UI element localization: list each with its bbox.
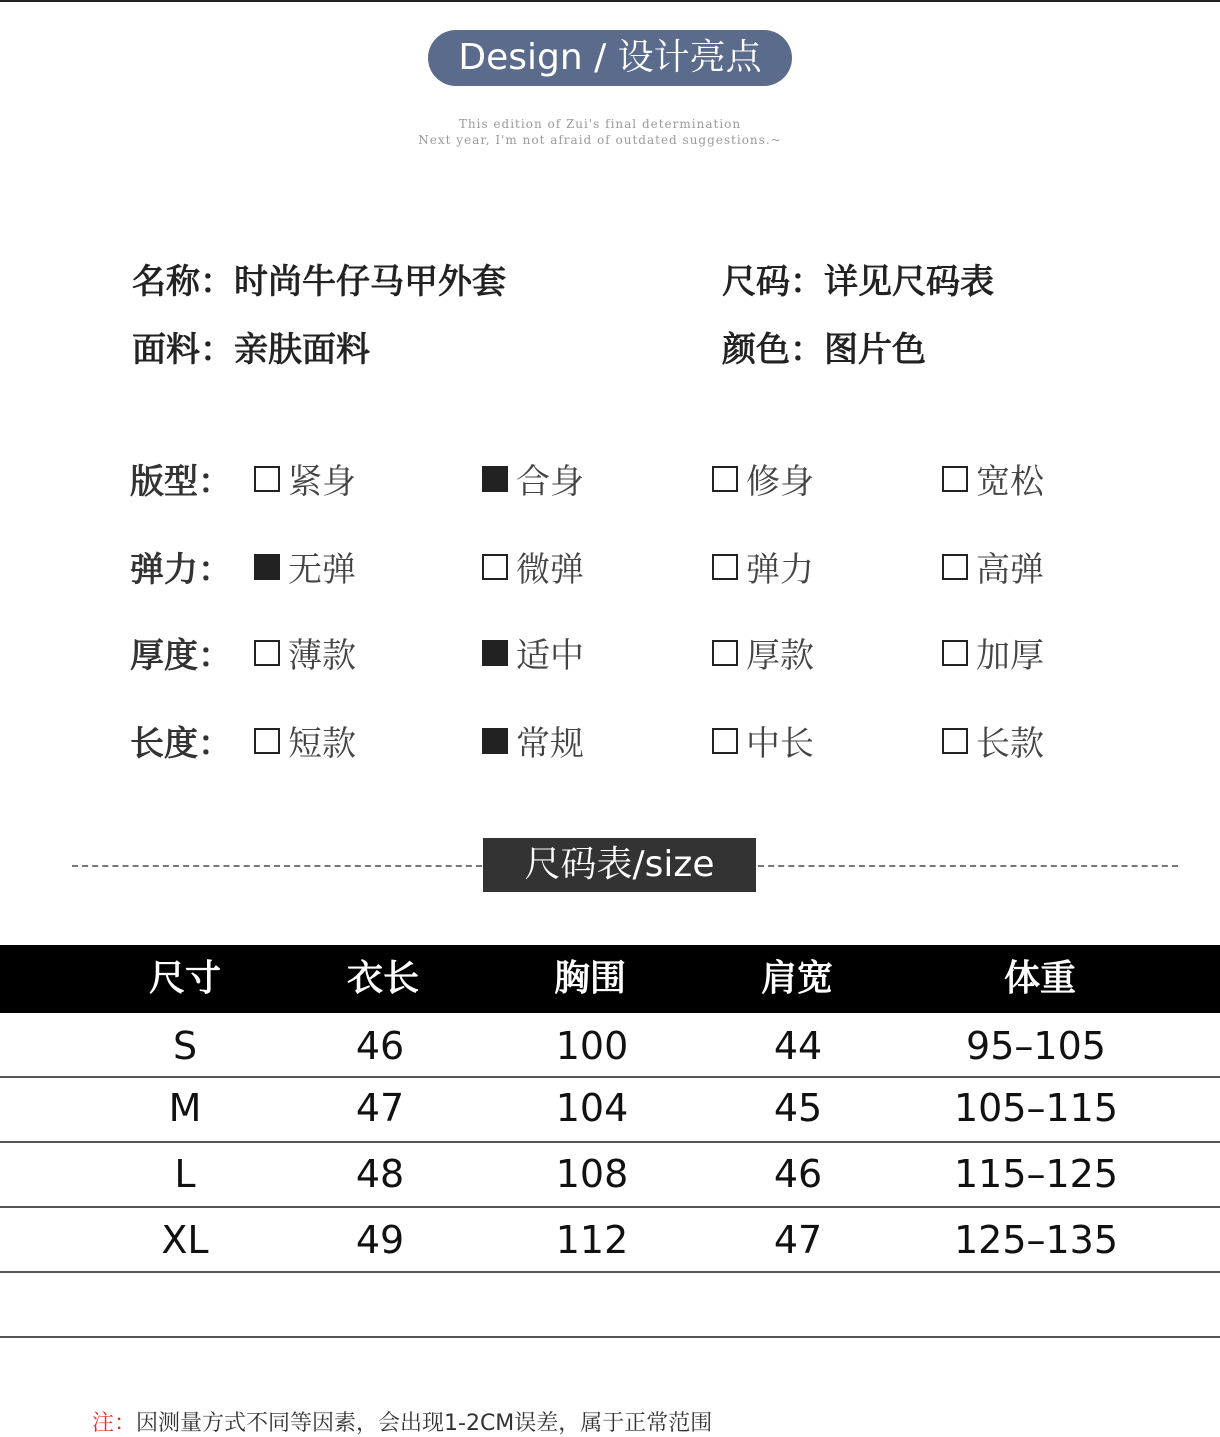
product-name: 名称：时尚牛仔马甲外套 xyxy=(132,262,506,302)
cell-weight: 115–125 xyxy=(953,1152,1119,1196)
note-text: 因测量方式不同等因素，会出现1-2CM误差，属于正常范围 xyxy=(136,1411,713,1436)
measurement-note xyxy=(92,1406,712,1437)
attribute-option-label: 无弹 xyxy=(288,550,356,590)
product-fabric: 面料：亲肤面料 xyxy=(132,330,370,370)
unchecked-box-icon xyxy=(942,466,968,492)
unchecked-box-icon xyxy=(254,728,280,754)
unchecked-box-icon xyxy=(712,728,738,754)
attribute-option xyxy=(482,716,584,765)
cell-weight: 125–135 xyxy=(953,1218,1119,1262)
attribute-option-label: 弹力 xyxy=(746,550,814,590)
checked-box-icon xyxy=(482,466,508,492)
attribute-option-label: 宽松 xyxy=(976,462,1044,502)
row-divider xyxy=(0,1141,1220,1143)
note-prefix: 注： xyxy=(92,1411,137,1436)
attribute-option-label: 长款 xyxy=(976,724,1044,764)
header-chest: 胸围 xyxy=(553,958,626,999)
cell-chest: 104 xyxy=(555,1086,629,1130)
cell-shoulder: 46 xyxy=(773,1152,823,1196)
design-title-pill xyxy=(428,30,792,86)
cell-length: 49 xyxy=(355,1218,405,1262)
tagline-line-2: Next year, I'm not afraid of outdated suggestions.~ xyxy=(418,133,782,147)
top-rule xyxy=(0,0,1220,2)
cell-shoulder: 45 xyxy=(773,1086,823,1130)
cell-length: 48 xyxy=(355,1152,405,1196)
attribute-option xyxy=(254,542,356,591)
header-size: 尺寸 xyxy=(148,958,221,999)
unchecked-box-icon xyxy=(942,640,968,666)
cell-chest: 108 xyxy=(555,1152,629,1196)
product-color: 颜色：图片色 xyxy=(722,330,926,370)
checked-box-icon xyxy=(482,640,508,666)
unchecked-box-icon xyxy=(942,554,968,580)
attribute-option-label: 加厚 xyxy=(976,636,1044,676)
attribute-option-label: 适中 xyxy=(516,636,584,676)
attribute-option xyxy=(254,716,356,765)
attribute-option-label: 常规 xyxy=(516,724,584,764)
attribute-option-label: 微弹 xyxy=(516,550,584,590)
cell-weight: 95–105 xyxy=(966,1024,1106,1068)
attribute-option xyxy=(482,454,584,503)
attribute-option-label: 中长 xyxy=(746,724,814,764)
unchecked-box-icon xyxy=(254,640,280,666)
attribute-option xyxy=(942,716,1044,765)
checked-box-icon xyxy=(254,554,280,580)
attribute-label: 弹力： xyxy=(130,550,232,590)
attribute-option-label: 短款 xyxy=(288,724,356,764)
cell-size: XL xyxy=(161,1218,209,1262)
attribute-option xyxy=(712,716,814,765)
attribute-label: 版型： xyxy=(130,462,232,502)
tagline-line-1: This edition of Zui's final determination xyxy=(458,117,742,131)
cell-size: M xyxy=(168,1086,202,1130)
cell-chest: 112 xyxy=(555,1218,629,1262)
row-divider xyxy=(0,1076,1220,1078)
unchecked-box-icon xyxy=(712,466,738,492)
cell-length: 47 xyxy=(355,1086,405,1130)
attribute-option xyxy=(712,628,814,677)
unchecked-box-icon xyxy=(942,728,968,754)
attribute-option xyxy=(712,454,814,503)
tagline xyxy=(300,116,900,148)
attribute-option-label: 厚款 xyxy=(746,636,814,676)
unchecked-box-icon xyxy=(254,466,280,492)
cell-length: 46 xyxy=(355,1024,405,1068)
cell-size: L xyxy=(174,1152,196,1196)
attribute-option-label: 高弹 xyxy=(976,550,1044,590)
size-chart-title: 尺码表/size xyxy=(483,838,756,892)
cell-weight: 105–115 xyxy=(953,1086,1119,1130)
attribute-option-label: 紧身 xyxy=(288,462,356,502)
header-length: 衣长 xyxy=(346,958,419,999)
attribute-option-label: 合身 xyxy=(516,462,584,502)
row-divider xyxy=(0,1336,1220,1338)
product-size: 尺码：详见尺码表 xyxy=(722,262,994,302)
attribute-option xyxy=(942,628,1044,677)
unchecked-box-icon xyxy=(482,554,508,580)
attribute-option xyxy=(712,542,814,591)
header-weight: 体重 xyxy=(1003,958,1076,999)
attribute-option xyxy=(254,454,356,503)
design-title: Design / 设计亮点 xyxy=(458,37,762,78)
attribute-option xyxy=(942,454,1044,503)
attribute-option-label: 薄款 xyxy=(288,636,356,676)
attribute-label: 长度： xyxy=(130,724,232,764)
size-title-divider-right xyxy=(758,865,1178,867)
header-shoulder: 肩宽 xyxy=(760,958,833,999)
unchecked-box-icon xyxy=(712,640,738,666)
attribute-option xyxy=(942,542,1044,591)
attribute-option-label: 修身 xyxy=(746,462,814,502)
attribute-label: 厚度： xyxy=(130,636,232,676)
row-divider xyxy=(0,1206,1220,1208)
cell-size: S xyxy=(172,1024,198,1068)
checked-box-icon xyxy=(482,728,508,754)
cell-shoulder: 44 xyxy=(773,1024,823,1068)
cell-shoulder: 47 xyxy=(773,1218,823,1262)
attribute-option xyxy=(254,628,356,677)
size-table-header xyxy=(0,945,1220,1013)
row-divider xyxy=(0,1271,1220,1273)
attribute-option xyxy=(482,628,584,677)
unchecked-box-icon xyxy=(712,554,738,580)
attribute-option xyxy=(482,542,584,591)
cell-chest: 100 xyxy=(555,1024,629,1068)
size-title-divider-left xyxy=(72,865,482,867)
